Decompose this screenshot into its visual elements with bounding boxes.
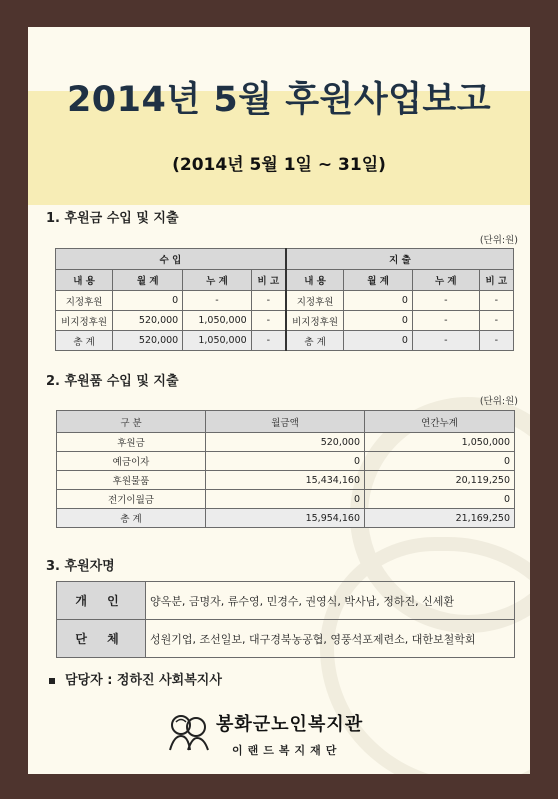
page-title: 2014년 5월 후원사업보고: [66, 80, 492, 120]
col-header: 연간누계: [365, 411, 515, 433]
expense-header: 지 출: [286, 249, 514, 270]
col-header: 월금액: [206, 411, 365, 433]
table-row: 후원물품 15,434,160 20,119,250: [57, 471, 515, 490]
col-header: 내 용: [286, 270, 344, 291]
individual-donors: 양옥분, 금명자, 류수영, 민경수, 권영식, 박사남, 정하진, 신세환: [146, 582, 515, 620]
group-label: 단 체: [57, 620, 146, 658]
table-row: 전기이월금 0 0: [57, 490, 515, 509]
section3-heading: 3. 후원자명: [46, 559, 115, 574]
table-row: [57, 582, 515, 620]
col-header: 비 고: [479, 270, 513, 291]
contact-line: [49, 669, 222, 688]
group-donors: 성원기업, 조선일보, 대구경북농공협, 영풍석포제련소, 대한보철학회: [146, 620, 515, 658]
total-row: 총 계 520,000 1,050,000 - 총 계 0 - -: [56, 331, 514, 351]
page-subtitle: (2014년 5월 1일 ~ 31일): [172, 155, 386, 175]
col-header: 비 고: [251, 270, 286, 291]
foundation-name: 이랜드복지재단: [232, 744, 342, 757]
donation-income-expense-table: [55, 248, 514, 351]
elderly-couple-logo-icon: [166, 712, 212, 752]
income-header: 수 입: [56, 249, 286, 270]
col-header: 월 계: [344, 270, 413, 291]
document-page: [28, 27, 530, 774]
section1-heading: 1. 후원금 수입 및 지출: [46, 211, 179, 226]
col-header: 내 용: [56, 270, 113, 291]
contact-text: 담당자 : 정하진 사회복지사: [65, 673, 222, 688]
org-name: 봉화군노인복지관: [216, 714, 364, 735]
col-header: 누 계: [412, 270, 479, 291]
col-header: 월 계: [113, 270, 183, 291]
bullet-square-icon: [49, 678, 55, 684]
total-row: 총 계 15,954,160 21,169,250: [57, 509, 515, 528]
table-row: [57, 620, 515, 658]
table-row: 비지정후원 520,000 1,050,000 - 비지정후원 0 - -: [56, 311, 514, 331]
table-row: 후원금 520,000 1,050,000: [57, 433, 515, 452]
col-header: 구 분: [57, 411, 206, 433]
donor-names-table: [56, 581, 515, 658]
table-row: 지정후원 0 - - 지정후원 0 - -: [56, 291, 514, 311]
table-row: 예금이자 0 0: [57, 452, 515, 471]
section1-unit: (단위:원): [479, 235, 518, 246]
col-header: 누 계: [183, 270, 251, 291]
goods-income-table: [56, 410, 515, 528]
section2-unit: (단위:원): [479, 396, 518, 407]
section2-heading: 2. 후원품 수입 및 지출: [46, 374, 179, 389]
individual-label: 개 인: [57, 582, 146, 620]
